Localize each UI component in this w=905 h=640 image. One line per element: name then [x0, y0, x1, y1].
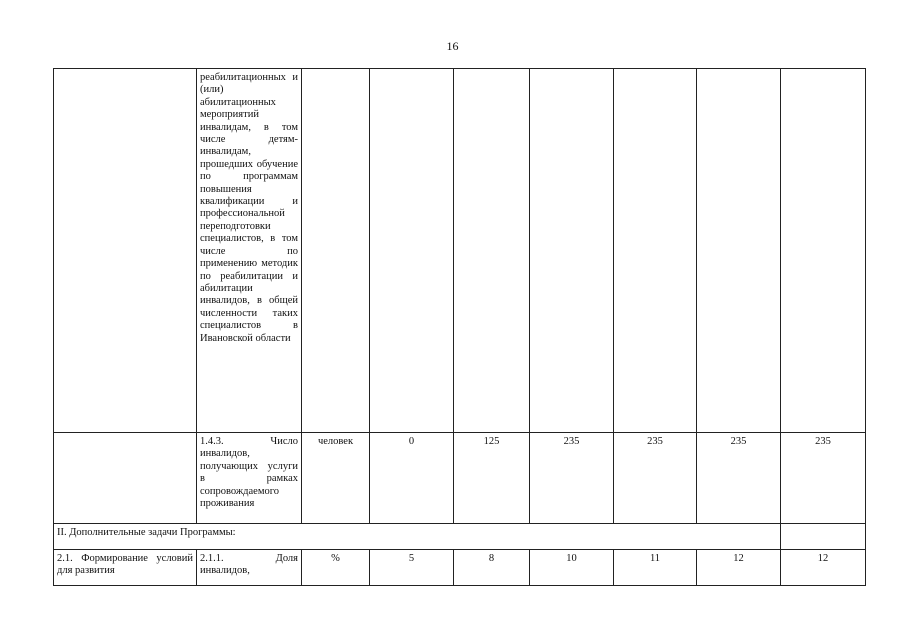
task-cell [54, 69, 197, 433]
value-cell [614, 69, 697, 433]
value-cell: 10 [530, 550, 614, 586]
value-cell: 8 [454, 550, 530, 586]
table-row [54, 433, 866, 524]
page-number: 16 [446, 39, 459, 53]
indicator-cell: реабилитационных и (или) абилитационных мероприятий инвалидам, в том числе детям-инвалидам, прошедших обучение по программам повышения квалификации и профессиональной переподготовки специалистов, в том числе по применению методик по реабилитации и абилитации инвалидов, в общей численности таких специалистов в Ивановской области [197, 69, 302, 433]
unit-cell: человек [302, 433, 370, 524]
value-cell: 11 [614, 550, 697, 586]
value-cell: 5 [370, 550, 454, 586]
table-row [54, 550, 866, 586]
indicator-cell: 1.4.3. Число инвалидов, получающих услуги в рамках сопровождаемого проживания [197, 433, 302, 524]
value-cell: 12 [697, 550, 781, 586]
indicator-cell: 2.1.1. Доля инвалидов, [197, 550, 302, 586]
value-cell [781, 69, 866, 433]
value-cell [454, 69, 530, 433]
task-cell: 2.1. Формирование условий для развития [54, 550, 197, 586]
table-row [54, 69, 866, 433]
value-cell: 235 [614, 433, 697, 524]
section-header-row [54, 524, 866, 550]
unit-cell [302, 69, 370, 433]
value-cell: 235 [697, 433, 781, 524]
section-header: II. Дополнительные задачи Программы: [54, 524, 781, 550]
value-cell [781, 524, 866, 550]
value-cell [370, 69, 454, 433]
value-cell: 235 [530, 433, 614, 524]
value-cell: 235 [781, 433, 866, 524]
value-cell: 125 [454, 433, 530, 524]
task-cell [54, 433, 197, 524]
indicators-table [53, 68, 866, 586]
value-cell: 0 [370, 433, 454, 524]
value-cell [530, 69, 614, 433]
unit-cell: % [302, 550, 370, 586]
value-cell: 12 [781, 550, 866, 586]
value-cell [697, 69, 781, 433]
